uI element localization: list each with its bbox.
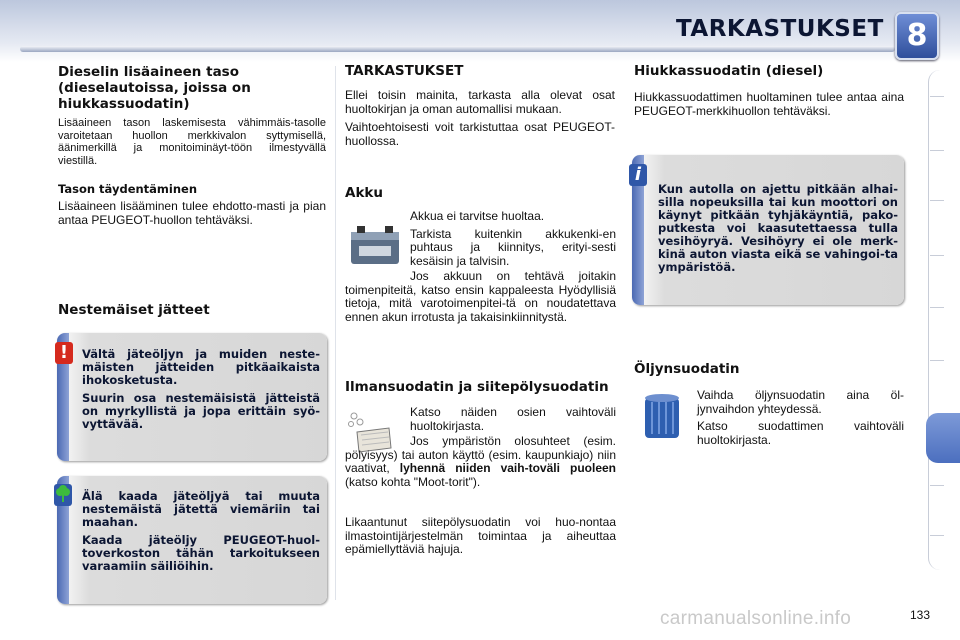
battery-text-block (410, 210, 616, 268)
tab-divider (930, 96, 944, 97)
warning-text-2: Suurin osa nestemäisistä jätteistä on myrkyllistä ja jopa erittäin syö-vyttävää. (82, 391, 320, 431)
filter-text-2 (345, 435, 616, 489)
particle-filter-text: Hiukkassuodattimen huoltaminen tulee antaa aina PEUGEOT-merkkihuollon tehtäväksi. (634, 90, 904, 118)
oil-filter-text-1: Vaihda öljynsuodatin aina öl-jynvaihdon yhteydessä. (697, 388, 904, 416)
tab-divider (930, 360, 944, 361)
filter-text-2c: (katso kohta "Moot-torit"). (345, 474, 481, 489)
watermark: carmanualsonline.info (660, 608, 852, 629)
environment-text-2: Kaada jäteöljy PEUGEOT-huol-toverkoston tähän tarkoitukseen varaamiin säiliöihin. (82, 533, 320, 573)
tab-divider (930, 485, 944, 486)
inspections-title: TARKASTUKSET (345, 63, 464, 79)
environment-box (57, 476, 327, 604)
tab-divider (930, 307, 944, 308)
warning-text-1: Vältä jäteöljyn ja muiden neste-mäisten jätteiden pitkäaikaista ihokosketusta. (82, 347, 320, 387)
diesel-additive-title: Dieselin lisäaineen taso (dieselautoissa, joissa on hiukkassuodatin) (58, 64, 251, 112)
oil-filter-title: Öljynsuodatin (634, 361, 740, 377)
liquid-waste-title: Nestemäiset jätteet (58, 302, 210, 318)
particle-filter-title: Hiukkassuodatin (diesel) (634, 63, 824, 79)
diesel-additive-section (58, 64, 326, 167)
active-section-tab[interactable] (926, 413, 960, 463)
battery-title: Akku (345, 185, 384, 201)
info-box-text: Kun autolla on ajettu pitkään alhai-silla nopeuksilla tai kun moottori on käynyt pitkään tyhjäkäyntiä, pako-putkesta voi kaasutettaessa tulla vesihöyryä. Vesihöyry ei ole merk-kinä auton viasta eikä se vahingoi-ta ympäristöä. (658, 182, 898, 274)
filter-text-2b: lyhennä niiden vaih-toväli puoleen (399, 461, 617, 475)
header-rule (20, 46, 895, 52)
info-icon: i (629, 164, 647, 186)
inspections-text-1: Ellei toisin mainita, tarkasta alla olevat osat huoltokirjan ja oman automallisi mukaan. (345, 88, 615, 116)
battery-icon (345, 220, 403, 270)
chapter-number-badge: 8 (895, 12, 939, 60)
filter-text-3: Likaantunut siitepölysuodatin voi huo-nontaa ilmastointijärjestelmän toimintaa ja aiheuttaa epämiellyttäviä hajuja. (345, 515, 616, 556)
refill-text: Lisäaineen lisääminen tulee ehdotto-masti ja pian antaa PEUGEOT-huollon tehtäväksi. (58, 199, 326, 227)
oil-filter-icon (640, 392, 684, 444)
inspections-text-2: Vaihtoehtoisesti voit tarkistuttaa osat PEUGEOT-huollossa. (345, 120, 615, 148)
battery-text-1: Akkua ei tarvitse huoltaa. (410, 209, 545, 223)
refill-section (58, 182, 326, 227)
tab-divider (930, 255, 944, 256)
info-box (632, 155, 904, 305)
tab-divider (930, 535, 944, 536)
chapter-title: TARKASTUKSET (676, 16, 884, 42)
warning-icon: ! (55, 342, 73, 364)
refill-title: Tason täydentäminen (58, 182, 198, 196)
column-divider (335, 66, 336, 600)
environment-text-1: Älä kaada jäteöljyä tai muuta nestemäistä jätettä viemäriin tai maahan. (82, 489, 320, 529)
environment-box-text (82, 490, 320, 578)
inspections-section (345, 63, 615, 148)
tab-divider (930, 200, 944, 201)
warning-box (57, 333, 327, 461)
filter-text-2a: Jos ympäristön olosuhteet (esim. pölyisyys) tai auton käyttö (esim. kaupunkiajo) niin vaativat, (345, 434, 616, 475)
filter-title: Ilmansuodatin ja siitepölysuodatin (345, 379, 609, 395)
particle-filter-section (634, 63, 904, 118)
oil-filter-text-2: Katso suodattimen vaihtoväli huoltokirjasta. (697, 419, 904, 447)
tab-divider (930, 150, 944, 151)
battery-text-2: Tarkista kuitenkin akkukenki-en puhtaus ja kiinnitys, erityi-sesti kesäisin ja talvisin. (410, 226, 616, 268)
warning-box-text (82, 348, 320, 436)
filter-text-1: Katso näiden osien vaihtoväli huoltokirjasta. (410, 405, 616, 433)
diesel-additive-text: Lisäaineen tason laskemisesta vähimmäis-tasolle varoitetaan huollon merkkivalon syttymisellä, äänimerkillä ja monitoiminäyt-töön ilmestyvällä viestillä. (58, 117, 326, 167)
oil-filter-text-block (697, 389, 904, 447)
section-tabs (928, 70, 953, 570)
battery-text-3: Jos akkuun on tehtävä joitakin toimenpiteitä, katso ensin kappaleesta Hyödyllisiä tietoja, mitä varotoimenpitei-tä on noudatettava ennen akun irrotusta ja takaisinkiinnitystä. (345, 269, 616, 324)
tree-icon (54, 484, 72, 506)
page-number: 133 (910, 608, 931, 622)
